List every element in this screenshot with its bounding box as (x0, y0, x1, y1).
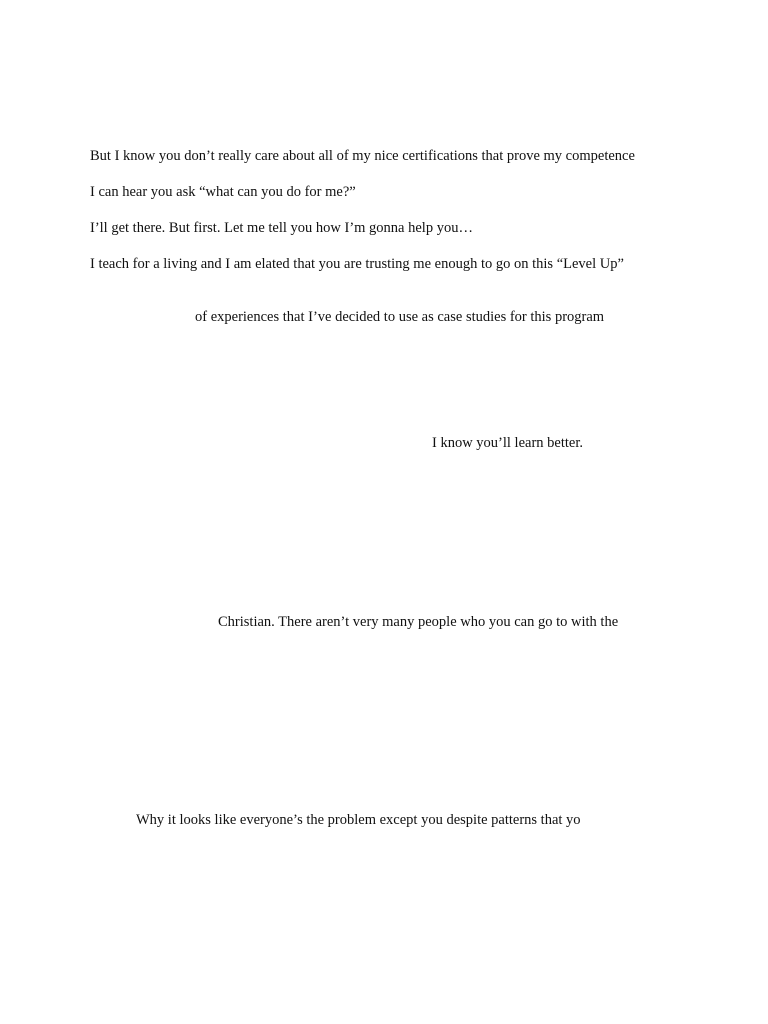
text-line-experiences: of experiences that I’ve decided to use as case studies for this program (195, 309, 605, 325)
text-line-certifications: But I know you don’t really care about all of my nice certifications that prove my competence (90, 148, 635, 164)
text-line-learn-better: I know you’ll learn better. (432, 435, 583, 451)
text-line-christian: Christian. There aren’t very many people who you can go to with the (218, 614, 619, 630)
text-line-help: I’ll get there. But first. Let me tell you how I’m gonna help you… (90, 220, 473, 236)
text-line-question: I can hear you ask “what can you do for me?” (90, 184, 356, 200)
text-line-teach: I teach for a living and I am elated that you are trusting me enough to go on this “Level Up” (90, 256, 624, 272)
text-line-patterns: Why it looks like everyone’s the problem except you despite patterns that yo (136, 812, 581, 828)
